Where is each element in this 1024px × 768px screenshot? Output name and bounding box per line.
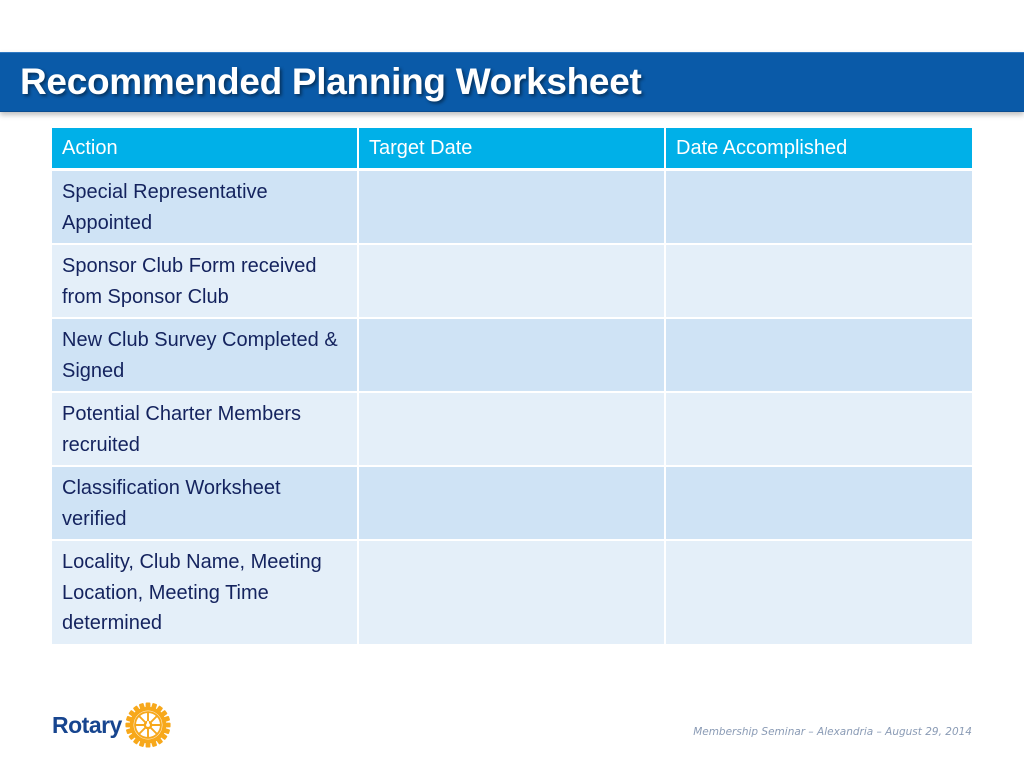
table-row [52, 466, 972, 540]
action-cell: Special Representative Appointed [52, 170, 358, 245]
action-cell: New Club Survey Completed & Signed [52, 318, 358, 392]
table-row [52, 540, 972, 645]
date-accomplished-cell [665, 466, 972, 540]
target-date-cell [358, 170, 665, 245]
action-cell: Locality, Club Name, Meeting Location, Meeting Time determined [52, 540, 358, 645]
rotary-logo-text: Rotary [52, 711, 122, 738]
footer-text: Membership Seminar – Alexandria – August 29, 2014 [693, 726, 972, 738]
date-accomplished-cell [665, 540, 972, 645]
action-cell: Classification Worksheet verified [52, 466, 358, 540]
target-date-cell [358, 318, 665, 392]
header-action: Action [52, 128, 358, 170]
table-row [52, 392, 972, 466]
date-accomplished-cell [665, 244, 972, 318]
date-accomplished-cell [665, 318, 972, 392]
slide-title: Recommended Planning Worksheet [20, 61, 642, 102]
rotary-logo [52, 700, 172, 750]
target-date-cell [358, 392, 665, 466]
table-row [52, 170, 972, 245]
table-header-row [52, 128, 972, 170]
title-bar [0, 52, 1024, 112]
date-accomplished-cell [665, 392, 972, 466]
rotary-wheel-icon [124, 701, 172, 749]
target-date-cell [358, 244, 665, 318]
target-date-cell [358, 466, 665, 540]
header-target-date: Target Date [358, 128, 665, 170]
table-row [52, 318, 972, 392]
header-date-accomplished: Date Accomplished [665, 128, 972, 170]
planning-worksheet-table [52, 128, 972, 646]
action-cell: Potential Charter Members recruited [52, 392, 358, 466]
date-accomplished-cell [665, 170, 972, 245]
table-row [52, 244, 972, 318]
target-date-cell [358, 540, 665, 645]
action-cell: Sponsor Club Form received from Sponsor Club [52, 244, 358, 318]
